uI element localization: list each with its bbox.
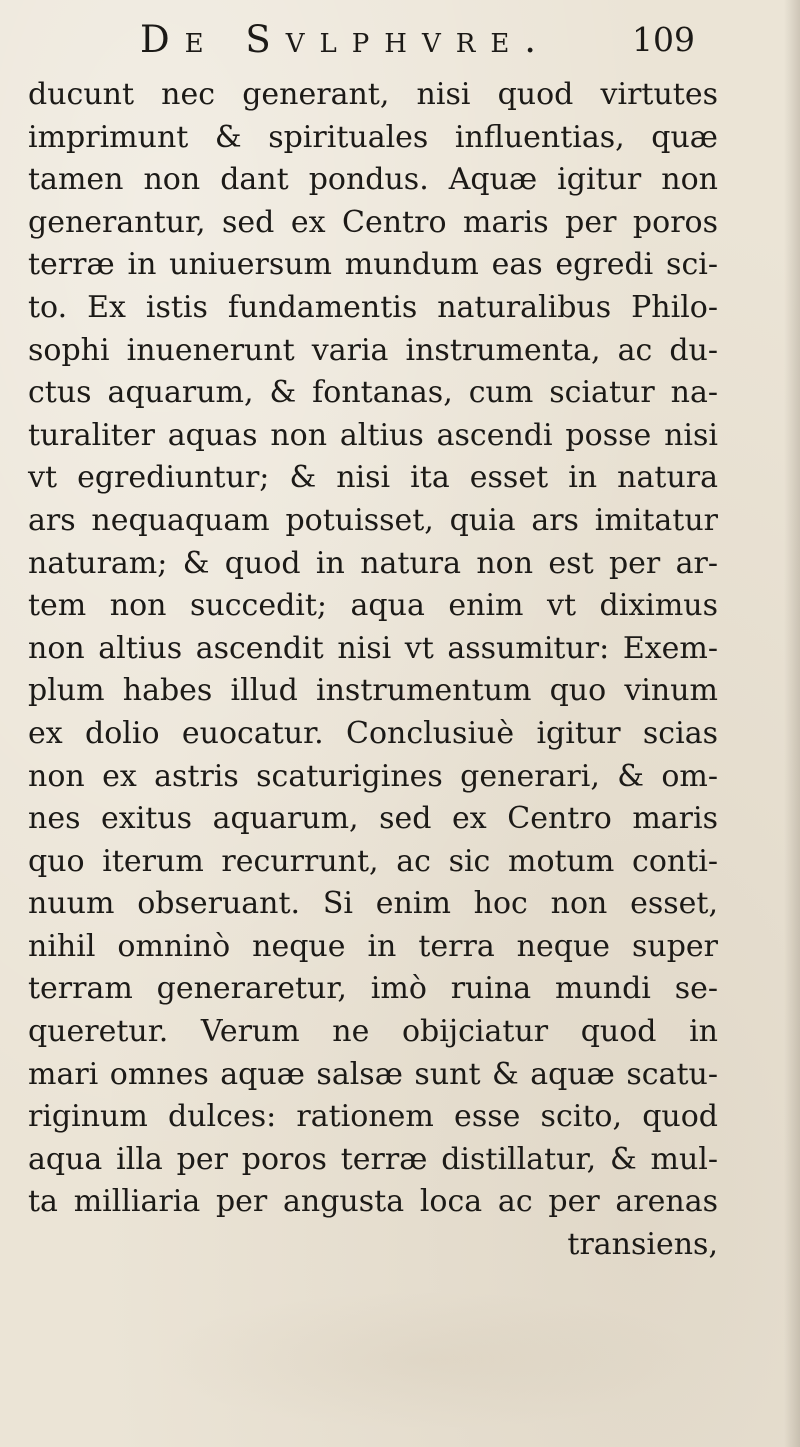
text-line: nihil omninò neque in terra neque super [28,928,718,964]
text-line: mari omnes aquæ salsæ sunt & aquæ scatu- [28,1056,718,1092]
paper-stain [150,1290,710,1430]
text-line: turaliter aquas non altius ascendi posse nisi [28,417,718,453]
text-line: to. Ex istis fundamentis naturalibus Philo- [28,289,718,325]
text-line: imprimunt & spirituales influentias, quæ [28,119,718,155]
text-line: vt egrediuntur; & nisi ita esset in natura [28,460,718,496]
text-line: ars nequaquam potuisset, quia ars imitatur [28,502,718,538]
text-line: naturam; & quod in natura non est per ar- [28,545,718,581]
text-line: tem non succedit; aqua enim vt diximus [28,588,718,624]
catchword: transiens, [567,1227,718,1263]
text-line: quo iterum recurrunt, ac sic motum conti- [28,843,718,879]
page-number: 109 [632,20,695,59]
text-line: non ex astris scaturigines generari, & om- [28,758,718,794]
text-line: ctus aquarum, & fontanas, cum sciatur na- [28,375,718,411]
text-line: ta milliaria per angusta loca ac per arenas [28,1184,718,1220]
text-line: generantur, sed ex Centro maris per poros [28,204,718,240]
text-line: nes exitus aquarum, sed ex Centro maris [28,801,718,837]
text-line: non altius ascendit nisi vt assumitur: Exem- [28,630,718,666]
text-line: tamen non dant pondus. Aquæ igitur non [28,162,718,198]
text-line: nuum obseruant. Si enim hoc non esset, [28,886,718,922]
page-edge-shadow [784,0,800,1447]
text-line: sophi inuenerunt varia instrumenta, ac du- [28,332,718,368]
body-text [28,74,718,1267]
running-title: De Svlphvre. [140,18,552,61]
text-line: ex dolio euocatur. Conclusiuè igitur scias [28,715,718,751]
text-line: ducunt nec generant, nisi quod virtutes [28,77,718,112]
text-line: terram generaretur, imò ruina mundi se- [28,971,718,1007]
running-head [0,18,800,68]
text-line: terræ in uniuersum mundum eas egredi sci- [28,247,718,283]
text-line: queretur. Verum ne obijciatur quod in [28,1014,718,1050]
text-line: aqua illa per poros terræ distillatur, & mul- [28,1141,718,1177]
text-line: plum habes illud instrumentum quo vinum [28,673,718,709]
text-line: riginum dulces: rationem esse scito, quod [28,1099,718,1135]
